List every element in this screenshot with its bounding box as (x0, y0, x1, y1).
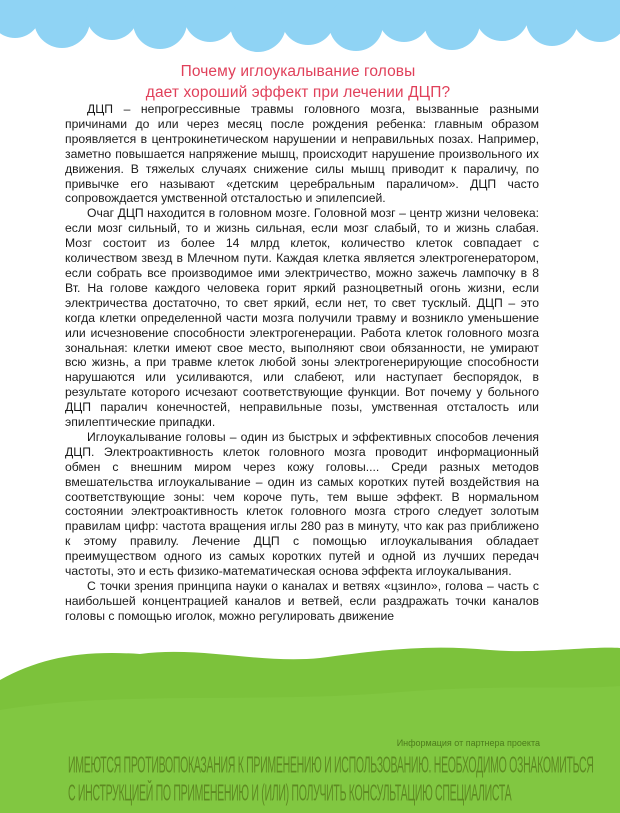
warning-line-1: ИМЕЮТСЯ ПРОТИВОПОКАЗАНИЯ К ПРИМЕНЕНИЮ И ИСПОЛЬЗОВАНИЮ. НЕОБХОДИМО ОЗНАКОМИТЬСЯ (68, 752, 594, 778)
paragraph: С точки зрения принципа науки о каналах и ветвях «цзинло», голова – часть с наибольшей концентрацией каналов и ветвей, если раздражать точки каналов головы с помощью иголок, можно регулировать движение (65, 579, 539, 623)
paragraph: Очаг ДЦП находится в головном мозге. Головной мозг – центр жизни человека: если мозг сильный, то и жизнь сильная, если мозг слабый, то и жизнь слабая. Мозг состоит из более 14 млрд клеток, количество клеток совпадает с количеством звезд в Млечном пути. Каждая клетка является электрогенератором, если собрать все производимое ими электричество, можно зажечь лампочку в 8 Вт. На голове каждого человека горит яркий разноцветный огонь жизни, если электричества достаточно, то свет яркий, если нет, то свет тусклый. ДЦП – это когда клетки определенной части мозга получили травму и возникло уменьшение или исчезновение способности электрогенерации. Работа клеток головного мозга зональная: клетки имеют свое место, выполняют свои обязанности, не умирают всю жизнь, а при травме клеток любой зоны электрогенерирующие способности нарушаются или усиливаются, или слабеют, или наступает беспорядок, в результате которого исчезают соответствующие функции. Вот почему у больного ДЦП паралич конечностей, неправильные позы, умственная отсталость или эпилептические припадки. (65, 206, 539, 430)
partner-note: Информация от партнера проекта (396, 738, 540, 748)
paragraph: Иглоукалывание головы – один из быстрых и эффективных способов лечения ДЦП. Электроактивность клеток головного мозга проводит информационный обмен с внешним миром через кожу головы.... Среди разных методов вмешательства иглоукалывание – один из самых коротких путей воздействия на соответствующие зоны: чем короче путь, тем выше эффект. В нормальном состоянии электроактивность клеток головного мозга строго следует золотым правилам цифр: частота вращения иглы 280 раз в минуту, что как раз приближено к этому правилу. Лечение ДЦП с помощью иглоукалывания обладает преимуществом одного из самых коротких путей и одной из лучших передач частоты, это и есть физико-математическая основа эффекта иглоукалывания. (65, 429, 539, 579)
article-body (65, 102, 539, 624)
article-title-line-1: Почему иглоукалывание головы (180, 63, 416, 80)
warning-line-2: С ИНСТРУКЦИЕЙ ПО ПРИМЕНЕНИЮ И (ИЛИ) ПОЛУЧИТЬ КОНСУЛЬТАЦИЮ СПЕЦИАЛИСТА (68, 780, 512, 806)
cloud-border (0, 0, 620, 60)
article-title-line-2: дает хороший эффект при лечении ДЦП? (145, 84, 451, 101)
paragraph: ДЦП – непрогрессивные травмы головного мозга, вызванные разными причинами до или через месяц после рождения ребенка: главным образом проявляется в центрокинетическом нарушении и неправильных позах. Например, заметно повышается напряжение мышц, происходит нарушение произвольного их движения. В тяжелых случаях снижение силы мышц приводит к параличу, по привычке его называют «детским церебральным параличом». ДЦП часто сопровождается умственной отсталостью и эпилепсией. (65, 102, 539, 206)
